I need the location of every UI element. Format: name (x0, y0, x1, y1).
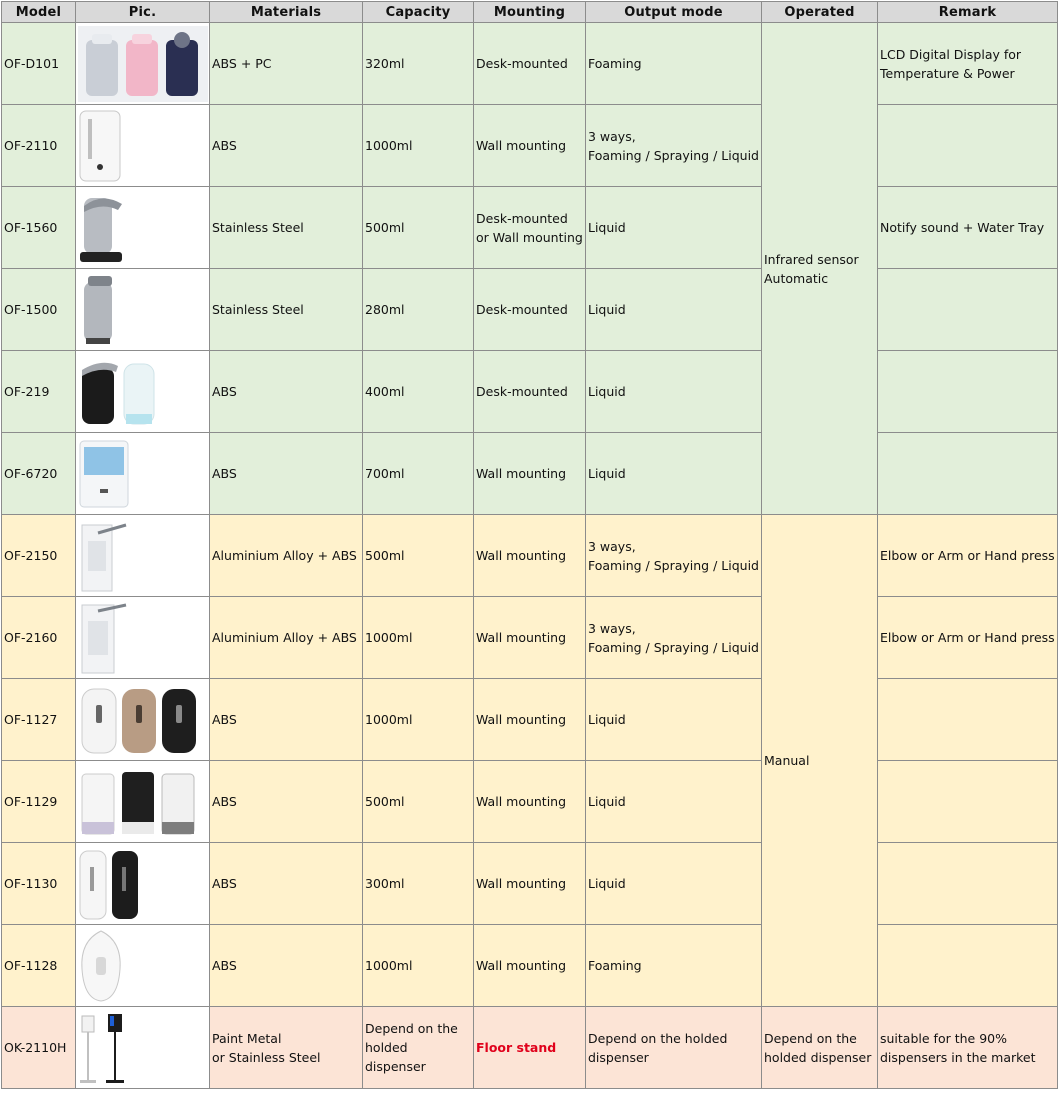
capacity-cell: 1000ml (363, 105, 474, 187)
table-row (2, 23, 1058, 105)
elbow-arm-dispenser-large-icon (78, 601, 128, 675)
capacity-cell: 280ml (363, 269, 474, 351)
model-cell: OF-1560 (2, 187, 76, 269)
materials-cell: Stainless Steel (210, 269, 363, 351)
capacity-cell: 320ml (363, 23, 474, 105)
table-row (2, 597, 1058, 679)
remark-cell (878, 433, 1058, 515)
capacity-cell: 500ml (363, 187, 474, 269)
header-materials: Materials (210, 2, 363, 23)
remark-cell: Notify sound + Water Tray (878, 187, 1058, 269)
mounting-cell: Wall mounting (474, 925, 586, 1007)
materials-cell: ABS (210, 925, 363, 1007)
model-cell: OF-1130 (2, 843, 76, 925)
remark-cell (878, 105, 1058, 187)
three-wall-push-dispensers-icon (78, 766, 198, 838)
model-cell: OF-1129 (2, 761, 76, 843)
mounting-cell: Wall mounting (474, 843, 586, 925)
table-row (2, 515, 1058, 597)
model-cell: OF-2160 (2, 597, 76, 679)
white-foam-wall-dispenser-icon (78, 929, 124, 1003)
header-output-mode: Output mode (586, 2, 762, 23)
white-wall-sensor-dispenser-icon (78, 109, 122, 183)
materials-cell: ABS (210, 843, 363, 925)
steel-desk-dispenser-icon (78, 272, 118, 348)
slim-white-black-dispensers-icon (78, 847, 142, 921)
mounting-cell: Wall mounting (474, 679, 586, 761)
model-cell: OF-1500 (2, 269, 76, 351)
header-row (2, 2, 1058, 23)
capacity-cell: 1000ml (363, 925, 474, 1007)
table-row (2, 843, 1058, 925)
remark-cell (878, 679, 1058, 761)
output-mode-cell: Depend on the holded dispenser (586, 1007, 762, 1089)
capacity-cell: 400ml (363, 351, 474, 433)
materials-cell: Aluminium Alloy + ABS (210, 515, 363, 597)
mounting-cell: Desk-mounted or Wall mounting (474, 187, 586, 269)
materials-cell: ABS (210, 105, 363, 187)
remark-cell: Elbow or Arm or Hand press (878, 515, 1058, 597)
black-and-white-desk-dispensers-icon (78, 356, 160, 428)
capacity-cell: 1000ml (363, 597, 474, 679)
output-mode-cell: Liquid (586, 433, 762, 515)
output-mode-cell: Liquid (586, 269, 762, 351)
capacity-cell: Depend on the holded dispenser (363, 1007, 474, 1089)
remark-cell (878, 843, 1058, 925)
materials-cell: ABS (210, 761, 363, 843)
capacity-cell: 300ml (363, 843, 474, 925)
model-cell: OF-1128 (2, 925, 76, 1007)
table-row (2, 105, 1058, 187)
remark-cell (878, 351, 1058, 433)
output-mode-cell: Liquid (586, 761, 762, 843)
remark-cell (878, 925, 1058, 1007)
header-mounting: Mounting (474, 2, 586, 23)
output-mode-cell: Foaming (586, 23, 762, 105)
output-mode-cell: Liquid (586, 843, 762, 925)
header-model: Model (2, 2, 76, 23)
mounting-cell: Wall mounting (474, 105, 586, 187)
table-row (2, 679, 1058, 761)
materials-cell: ABS (210, 433, 363, 515)
output-mode-cell: Liquid (586, 351, 762, 433)
remark-cell: suitable for the 90% dispensers in the market (878, 1007, 1058, 1089)
mounting-cell: Wall mounting (474, 433, 586, 515)
table-row (2, 433, 1058, 515)
floor-stand-dispensers-icon (78, 1010, 126, 1086)
product-spec-table (1, 1, 1058, 1089)
table-row (2, 925, 1058, 1007)
materials-cell: Stainless Steel (210, 187, 363, 269)
mounting-cell: Wall mounting (474, 515, 586, 597)
materials-cell: Aluminium Alloy + ABS (210, 597, 363, 679)
model-cell: OF-219 (2, 351, 76, 433)
steel-dispenser-with-tray-icon (78, 190, 124, 266)
table-row (2, 187, 1058, 269)
header-remark: Remark (878, 2, 1058, 23)
model-cell: OF-6720 (2, 433, 76, 515)
operated-cell-manual: Manual (762, 515, 878, 1007)
mounting-cell: Desk-mounted (474, 351, 586, 433)
capacity-cell: 500ml (363, 761, 474, 843)
three-color-desk-dispensers-icon (78, 26, 208, 102)
capacity-cell: 700ml (363, 433, 474, 515)
remark-cell: Elbow or Arm or Hand press (878, 597, 1058, 679)
table-row (2, 761, 1058, 843)
operated-cell-sensor: Infrared sensor Automatic (762, 23, 878, 515)
output-mode-cell: 3 ways, Foaming / Spraying / Liquid (586, 515, 762, 597)
mounting-cell: Floor stand (474, 1007, 586, 1089)
header-capacity: Capacity (363, 2, 474, 23)
materials-cell: ABS (210, 351, 363, 433)
model-cell: OK-2110H (2, 1007, 76, 1089)
output-mode-cell: Liquid (586, 187, 762, 269)
mounting-cell: Desk-mounted (474, 23, 586, 105)
operated-cell-floor: Depend on the holded dispenser (762, 1007, 878, 1089)
output-mode-cell: Foaming (586, 925, 762, 1007)
output-mode-cell: 3 ways, Foaming / Spraying / Liquid (586, 597, 762, 679)
table-row (2, 269, 1058, 351)
materials-cell: ABS + PC (210, 23, 363, 105)
materials-cell: Paint Metal or Stainless Steel (210, 1007, 363, 1089)
remark-cell: LCD Digital Display for Temperature & Power (878, 23, 1058, 105)
three-color-wall-dispensers-icon (78, 683, 202, 757)
mounting-cell: Wall mounting (474, 761, 586, 843)
model-cell: OF-2110 (2, 105, 76, 187)
output-mode-cell: Liquid (586, 679, 762, 761)
remark-cell (878, 269, 1058, 351)
materials-cell: ABS (210, 679, 363, 761)
mounting-cell: Desk-mounted (474, 269, 586, 351)
transparent-tank-wall-dispenser-icon (78, 437, 130, 511)
table-row (2, 351, 1058, 433)
mounting-cell: Wall mounting (474, 597, 586, 679)
table-row (2, 1007, 1058, 1089)
header-operated: Operated (762, 2, 878, 23)
capacity-cell: 1000ml (363, 679, 474, 761)
output-mode-cell: 3 ways, Foaming / Spraying / Liquid (586, 105, 762, 187)
capacity-cell: 500ml (363, 515, 474, 597)
remark-cell (878, 761, 1058, 843)
elbow-arm-dispenser-icon (78, 519, 128, 593)
model-cell: OF-D101 (2, 23, 76, 105)
model-cell: OF-2150 (2, 515, 76, 597)
header-pic: Pic. (76, 2, 210, 23)
model-cell: OF-1127 (2, 679, 76, 761)
